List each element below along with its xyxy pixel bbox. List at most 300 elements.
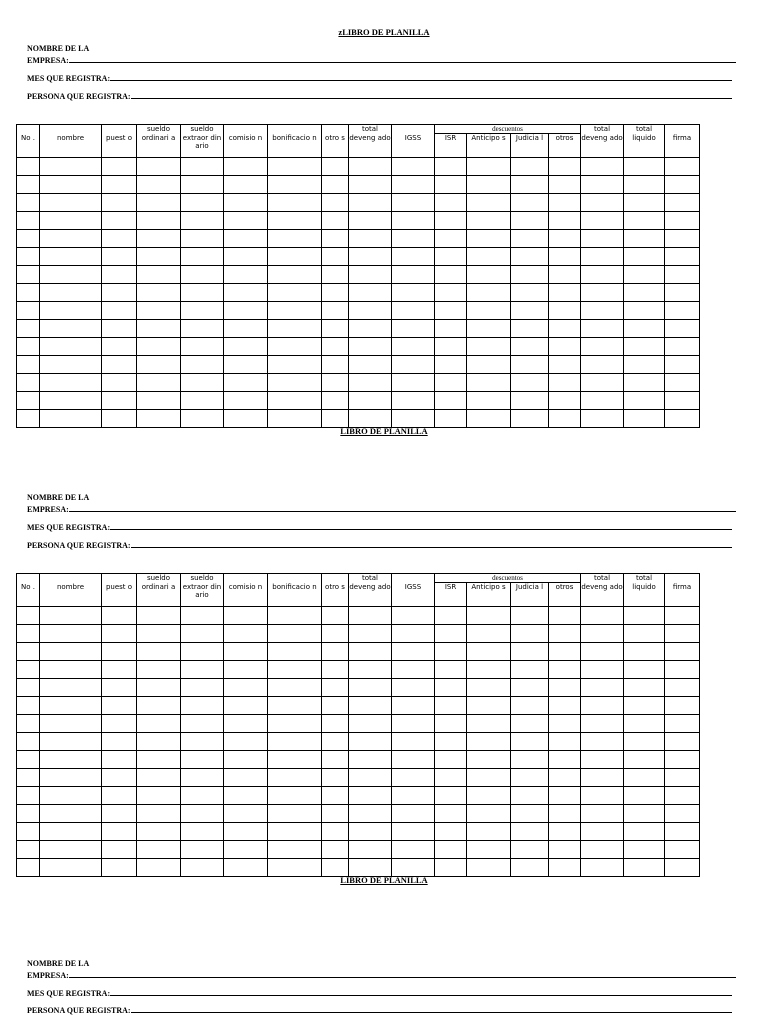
table-cell[interactable] <box>392 302 435 320</box>
company-name-input-line[interactable] <box>69 503 736 512</box>
table-cell[interactable] <box>268 320 322 338</box>
table-cell[interactable] <box>549 859 581 877</box>
month-input-line[interactable] <box>110 72 732 81</box>
table-cell[interactable] <box>665 661 700 679</box>
table-cell[interactable] <box>181 769 224 787</box>
table-cell[interactable] <box>322 697 349 715</box>
table-cell[interactable] <box>102 266 137 284</box>
table-cell[interactable] <box>435 733 467 751</box>
table-cell[interactable] <box>624 733 665 751</box>
table-cell[interactable] <box>581 679 624 697</box>
table-cell[interactable] <box>392 158 435 176</box>
table-cell[interactable] <box>549 751 581 769</box>
table-cell[interactable] <box>224 158 268 176</box>
table-cell[interactable] <box>349 751 392 769</box>
table-cell[interactable] <box>467 158 511 176</box>
table-cell[interactable] <box>624 176 665 194</box>
table-cell[interactable] <box>181 194 224 212</box>
table-cell[interactable] <box>435 715 467 733</box>
table-cell[interactable] <box>665 284 700 302</box>
table-cell[interactable] <box>581 625 624 643</box>
table-cell[interactable] <box>181 284 224 302</box>
table-cell[interactable] <box>102 751 137 769</box>
table-cell[interactable] <box>268 643 322 661</box>
table-cell[interactable] <box>511 158 549 176</box>
table-cell[interactable] <box>467 320 511 338</box>
table-cell[interactable] <box>467 643 511 661</box>
table-cell[interactable] <box>549 643 581 661</box>
table-cell[interactable] <box>624 661 665 679</box>
table-cell[interactable] <box>102 679 137 697</box>
table-cell[interactable] <box>392 625 435 643</box>
table-cell[interactable] <box>392 643 435 661</box>
table-cell[interactable] <box>511 823 549 841</box>
table-cell[interactable] <box>511 302 549 320</box>
month-input-line[interactable] <box>110 521 732 530</box>
table-cell[interactable] <box>435 302 467 320</box>
table-cell[interactable] <box>137 212 181 230</box>
table-cell[interactable] <box>435 320 467 338</box>
table-cell[interactable] <box>392 787 435 805</box>
table-cell[interactable] <box>435 176 467 194</box>
table-cell[interactable] <box>224 607 268 625</box>
table-cell[interactable] <box>322 643 349 661</box>
table-cell[interactable] <box>511 607 549 625</box>
table-cell[interactable] <box>511 679 549 697</box>
table-cell[interactable] <box>624 715 665 733</box>
table-cell[interactable] <box>624 158 665 176</box>
table-cell[interactable] <box>549 607 581 625</box>
table-cell[interactable] <box>268 841 322 859</box>
table-cell[interactable] <box>511 284 549 302</box>
table-cell[interactable] <box>322 374 349 392</box>
table-cell[interactable] <box>181 859 224 877</box>
table-cell[interactable] <box>467 212 511 230</box>
table-cell[interactable] <box>511 374 549 392</box>
table-cell[interactable] <box>17 266 40 284</box>
table-cell[interactable] <box>511 643 549 661</box>
table-cell[interactable] <box>581 392 624 410</box>
table-cell[interactable] <box>181 661 224 679</box>
table-cell[interactable] <box>268 248 322 266</box>
table-cell[interactable] <box>137 374 181 392</box>
table-cell[interactable] <box>665 194 700 212</box>
table-cell[interactable] <box>268 374 322 392</box>
table-cell[interactable] <box>102 607 137 625</box>
table-cell[interactable] <box>102 356 137 374</box>
month-input-line[interactable] <box>110 987 732 996</box>
table-cell[interactable] <box>224 320 268 338</box>
table-cell[interactable] <box>224 679 268 697</box>
table-cell[interactable] <box>17 841 40 859</box>
table-cell[interactable] <box>268 230 322 248</box>
table-cell[interactable] <box>392 320 435 338</box>
table-cell[interactable] <box>392 841 435 859</box>
table-cell[interactable] <box>181 787 224 805</box>
table-cell[interactable] <box>665 176 700 194</box>
table-cell[interactable] <box>102 697 137 715</box>
table-cell[interactable] <box>467 679 511 697</box>
table-cell[interactable] <box>665 266 700 284</box>
table-cell[interactable] <box>137 769 181 787</box>
company-name-input-line[interactable] <box>69 969 736 978</box>
table-cell[interactable] <box>435 661 467 679</box>
table-cell[interactable] <box>665 302 700 320</box>
table-cell[interactable] <box>224 194 268 212</box>
table-cell[interactable] <box>322 859 349 877</box>
table-cell[interactable] <box>435 374 467 392</box>
table-cell[interactable] <box>581 859 624 877</box>
table-cell[interactable] <box>322 230 349 248</box>
table-cell[interactable] <box>322 284 349 302</box>
table-cell[interactable] <box>17 248 40 266</box>
table-cell[interactable] <box>549 805 581 823</box>
table-cell[interactable] <box>665 392 700 410</box>
table-cell[interactable] <box>17 697 40 715</box>
table-cell[interactable] <box>349 338 392 356</box>
table-cell[interactable] <box>268 679 322 697</box>
table-cell[interactable] <box>349 859 392 877</box>
table-cell[interactable] <box>581 284 624 302</box>
table-cell[interactable] <box>322 248 349 266</box>
table-cell[interactable] <box>102 625 137 643</box>
table-cell[interactable] <box>624 823 665 841</box>
table-cell[interactable] <box>435 859 467 877</box>
table-cell[interactable] <box>322 661 349 679</box>
table-cell[interactable] <box>181 176 224 194</box>
table-cell[interactable] <box>102 410 137 428</box>
table-cell[interactable] <box>511 697 549 715</box>
table-cell[interactable] <box>181 715 224 733</box>
table-cell[interactable] <box>137 751 181 769</box>
table-cell[interactable] <box>665 751 700 769</box>
table-cell[interactable] <box>102 787 137 805</box>
table-cell[interactable] <box>581 661 624 679</box>
table-cell[interactable] <box>268 338 322 356</box>
table-cell[interactable] <box>435 751 467 769</box>
table-cell[interactable] <box>40 661 102 679</box>
table-cell[interactable] <box>511 248 549 266</box>
table-cell[interactable] <box>268 212 322 230</box>
table-cell[interactable] <box>467 230 511 248</box>
table-cell[interactable] <box>40 805 102 823</box>
table-cell[interactable] <box>224 805 268 823</box>
table-cell[interactable] <box>392 859 435 877</box>
table-cell[interactable] <box>268 751 322 769</box>
table-cell[interactable] <box>268 625 322 643</box>
table-cell[interactable] <box>665 410 700 428</box>
table-cell[interactable] <box>549 841 581 859</box>
table-cell[interactable] <box>137 679 181 697</box>
table-cell[interactable] <box>549 248 581 266</box>
table-cell[interactable] <box>349 248 392 266</box>
table-cell[interactable] <box>581 176 624 194</box>
table-cell[interactable] <box>467 248 511 266</box>
table-cell[interactable] <box>322 392 349 410</box>
table-cell[interactable] <box>17 859 40 877</box>
table-cell[interactable] <box>137 607 181 625</box>
table-cell[interactable] <box>137 392 181 410</box>
table-cell[interactable] <box>40 302 102 320</box>
table-cell[interactable] <box>581 248 624 266</box>
table-cell[interactable] <box>435 194 467 212</box>
table-cell[interactable] <box>549 284 581 302</box>
table-cell[interactable] <box>102 769 137 787</box>
table-cell[interactable] <box>137 248 181 266</box>
table-cell[interactable] <box>181 230 224 248</box>
table-cell[interactable] <box>624 787 665 805</box>
table-cell[interactable] <box>102 194 137 212</box>
table-cell[interactable] <box>511 410 549 428</box>
table-cell[interactable] <box>268 194 322 212</box>
table-cell[interactable] <box>467 266 511 284</box>
table-cell[interactable] <box>624 410 665 428</box>
table-cell[interactable] <box>349 320 392 338</box>
table-cell[interactable] <box>349 769 392 787</box>
table-cell[interactable] <box>392 751 435 769</box>
table-cell[interactable] <box>40 625 102 643</box>
table-cell[interactable] <box>349 625 392 643</box>
table-cell[interactable] <box>435 841 467 859</box>
table-cell[interactable] <box>349 266 392 284</box>
table-cell[interactable] <box>467 769 511 787</box>
table-cell[interactable] <box>322 769 349 787</box>
table-cell[interactable] <box>40 338 102 356</box>
table-cell[interactable] <box>549 320 581 338</box>
table-cell[interactable] <box>511 320 549 338</box>
table-cell[interactable] <box>349 607 392 625</box>
table-cell[interactable] <box>40 607 102 625</box>
table-cell[interactable] <box>392 733 435 751</box>
table-cell[interactable] <box>268 266 322 284</box>
table-cell[interactable] <box>392 194 435 212</box>
table-cell[interactable] <box>17 392 40 410</box>
table-cell[interactable] <box>17 374 40 392</box>
table-cell[interactable] <box>224 859 268 877</box>
table-cell[interactable] <box>349 643 392 661</box>
table-cell[interactable] <box>392 697 435 715</box>
table-cell[interactable] <box>102 284 137 302</box>
table-cell[interactable] <box>624 248 665 266</box>
table-cell[interactable] <box>102 715 137 733</box>
table-cell[interactable] <box>181 302 224 320</box>
table-cell[interactable] <box>624 841 665 859</box>
table-cell[interactable] <box>549 356 581 374</box>
table-cell[interactable] <box>624 194 665 212</box>
table-cell[interactable] <box>392 248 435 266</box>
table-cell[interactable] <box>102 733 137 751</box>
table-cell[interactable] <box>665 787 700 805</box>
table-cell[interactable] <box>549 212 581 230</box>
table-cell[interactable] <box>224 787 268 805</box>
table-cell[interactable] <box>624 356 665 374</box>
table-cell[interactable] <box>268 805 322 823</box>
table-cell[interactable] <box>17 823 40 841</box>
table-cell[interactable] <box>137 661 181 679</box>
table-cell[interactable] <box>137 643 181 661</box>
table-cell[interactable] <box>268 787 322 805</box>
table-cell[interactable] <box>181 841 224 859</box>
table-cell[interactable] <box>322 302 349 320</box>
table-cell[interactable] <box>549 374 581 392</box>
table-cell[interactable] <box>137 715 181 733</box>
table-cell[interactable] <box>268 823 322 841</box>
table-cell[interactable] <box>181 212 224 230</box>
table-cell[interactable] <box>581 787 624 805</box>
table-cell[interactable] <box>581 266 624 284</box>
table-cell[interactable] <box>435 392 467 410</box>
table-cell[interactable] <box>511 805 549 823</box>
table-cell[interactable] <box>102 859 137 877</box>
table-cell[interactable] <box>581 374 624 392</box>
table-cell[interactable] <box>392 769 435 787</box>
table-cell[interactable] <box>349 697 392 715</box>
table-cell[interactable] <box>581 769 624 787</box>
table-cell[interactable] <box>349 661 392 679</box>
table-cell[interactable] <box>40 859 102 877</box>
table-cell[interactable] <box>467 392 511 410</box>
table-cell[interactable] <box>17 679 40 697</box>
recorder-input-line[interactable] <box>131 539 732 548</box>
table-cell[interactable] <box>349 284 392 302</box>
table-cell[interactable] <box>181 266 224 284</box>
table-cell[interactable] <box>581 194 624 212</box>
table-cell[interactable] <box>435 679 467 697</box>
table-cell[interactable] <box>40 230 102 248</box>
table-cell[interactable] <box>665 823 700 841</box>
table-cell[interactable] <box>467 302 511 320</box>
table-cell[interactable] <box>581 338 624 356</box>
table-cell[interactable] <box>549 194 581 212</box>
table-cell[interactable] <box>435 805 467 823</box>
table-cell[interactable] <box>322 176 349 194</box>
table-cell[interactable] <box>181 625 224 643</box>
table-cell[interactable] <box>665 697 700 715</box>
table-cell[interactable] <box>581 356 624 374</box>
table-cell[interactable] <box>435 410 467 428</box>
table-cell[interactable] <box>181 248 224 266</box>
table-cell[interactable] <box>268 661 322 679</box>
table-cell[interactable] <box>102 823 137 841</box>
table-cell[interactable] <box>467 410 511 428</box>
table-cell[interactable] <box>102 374 137 392</box>
table-cell[interactable] <box>435 266 467 284</box>
table-cell[interactable] <box>467 625 511 643</box>
table-cell[interactable] <box>467 338 511 356</box>
table-cell[interactable] <box>102 158 137 176</box>
table-cell[interactable] <box>549 158 581 176</box>
table-cell[interactable] <box>137 823 181 841</box>
table-cell[interactable] <box>467 859 511 877</box>
table-cell[interactable] <box>665 679 700 697</box>
table-cell[interactable] <box>40 212 102 230</box>
table-cell[interactable] <box>268 410 322 428</box>
table-cell[interactable] <box>349 212 392 230</box>
table-cell[interactable] <box>467 356 511 374</box>
table-cell[interactable] <box>40 715 102 733</box>
table-cell[interactable] <box>137 733 181 751</box>
table-cell[interactable] <box>392 356 435 374</box>
table-cell[interactable] <box>581 643 624 661</box>
table-cell[interactable] <box>549 302 581 320</box>
table-cell[interactable] <box>511 751 549 769</box>
table-cell[interactable] <box>549 787 581 805</box>
table-cell[interactable] <box>624 625 665 643</box>
table-cell[interactable] <box>322 320 349 338</box>
table-cell[interactable] <box>102 338 137 356</box>
table-cell[interactable] <box>181 392 224 410</box>
table-cell[interactable] <box>581 841 624 859</box>
table-cell[interactable] <box>224 625 268 643</box>
table-cell[interactable] <box>268 158 322 176</box>
table-cell[interactable] <box>665 805 700 823</box>
table-cell[interactable] <box>467 841 511 859</box>
table-cell[interactable] <box>435 787 467 805</box>
table-cell[interactable] <box>40 733 102 751</box>
table-cell[interactable] <box>549 625 581 643</box>
table-cell[interactable] <box>181 158 224 176</box>
table-cell[interactable] <box>392 607 435 625</box>
table-cell[interactable] <box>665 769 700 787</box>
table-cell[interactable] <box>17 230 40 248</box>
table-cell[interactable] <box>624 392 665 410</box>
table-cell[interactable] <box>322 194 349 212</box>
table-cell[interactable] <box>40 374 102 392</box>
table-cell[interactable] <box>624 266 665 284</box>
table-cell[interactable] <box>268 769 322 787</box>
table-cell[interactable] <box>392 266 435 284</box>
table-cell[interactable] <box>137 176 181 194</box>
table-cell[interactable] <box>268 284 322 302</box>
table-cell[interactable] <box>392 230 435 248</box>
table-cell[interactable] <box>435 248 467 266</box>
table-cell[interactable] <box>17 643 40 661</box>
table-cell[interactable] <box>40 320 102 338</box>
table-cell[interactable] <box>349 158 392 176</box>
table-cell[interactable] <box>137 841 181 859</box>
table-cell[interactable] <box>17 769 40 787</box>
table-cell[interactable] <box>392 392 435 410</box>
table-cell[interactable] <box>624 320 665 338</box>
table-cell[interactable] <box>467 607 511 625</box>
table-cell[interactable] <box>624 607 665 625</box>
table-cell[interactable] <box>102 805 137 823</box>
table-cell[interactable] <box>224 715 268 733</box>
table-cell[interactable] <box>467 661 511 679</box>
table-cell[interactable] <box>511 176 549 194</box>
table-cell[interactable] <box>322 841 349 859</box>
table-cell[interactable] <box>624 859 665 877</box>
table-cell[interactable] <box>624 805 665 823</box>
table-cell[interactable] <box>40 751 102 769</box>
table-cell[interactable] <box>137 194 181 212</box>
table-cell[interactable] <box>40 248 102 266</box>
table-cell[interactable] <box>17 212 40 230</box>
table-cell[interactable] <box>181 607 224 625</box>
table-cell[interactable] <box>224 248 268 266</box>
table-cell[interactable] <box>268 356 322 374</box>
table-cell[interactable] <box>137 697 181 715</box>
table-cell[interactable] <box>581 320 624 338</box>
table-cell[interactable] <box>224 230 268 248</box>
table-cell[interactable] <box>322 266 349 284</box>
table-cell[interactable] <box>268 715 322 733</box>
table-cell[interactable] <box>511 625 549 643</box>
table-cell[interactable] <box>392 374 435 392</box>
table-cell[interactable] <box>322 679 349 697</box>
table-cell[interactable] <box>349 715 392 733</box>
table-cell[interactable] <box>392 212 435 230</box>
